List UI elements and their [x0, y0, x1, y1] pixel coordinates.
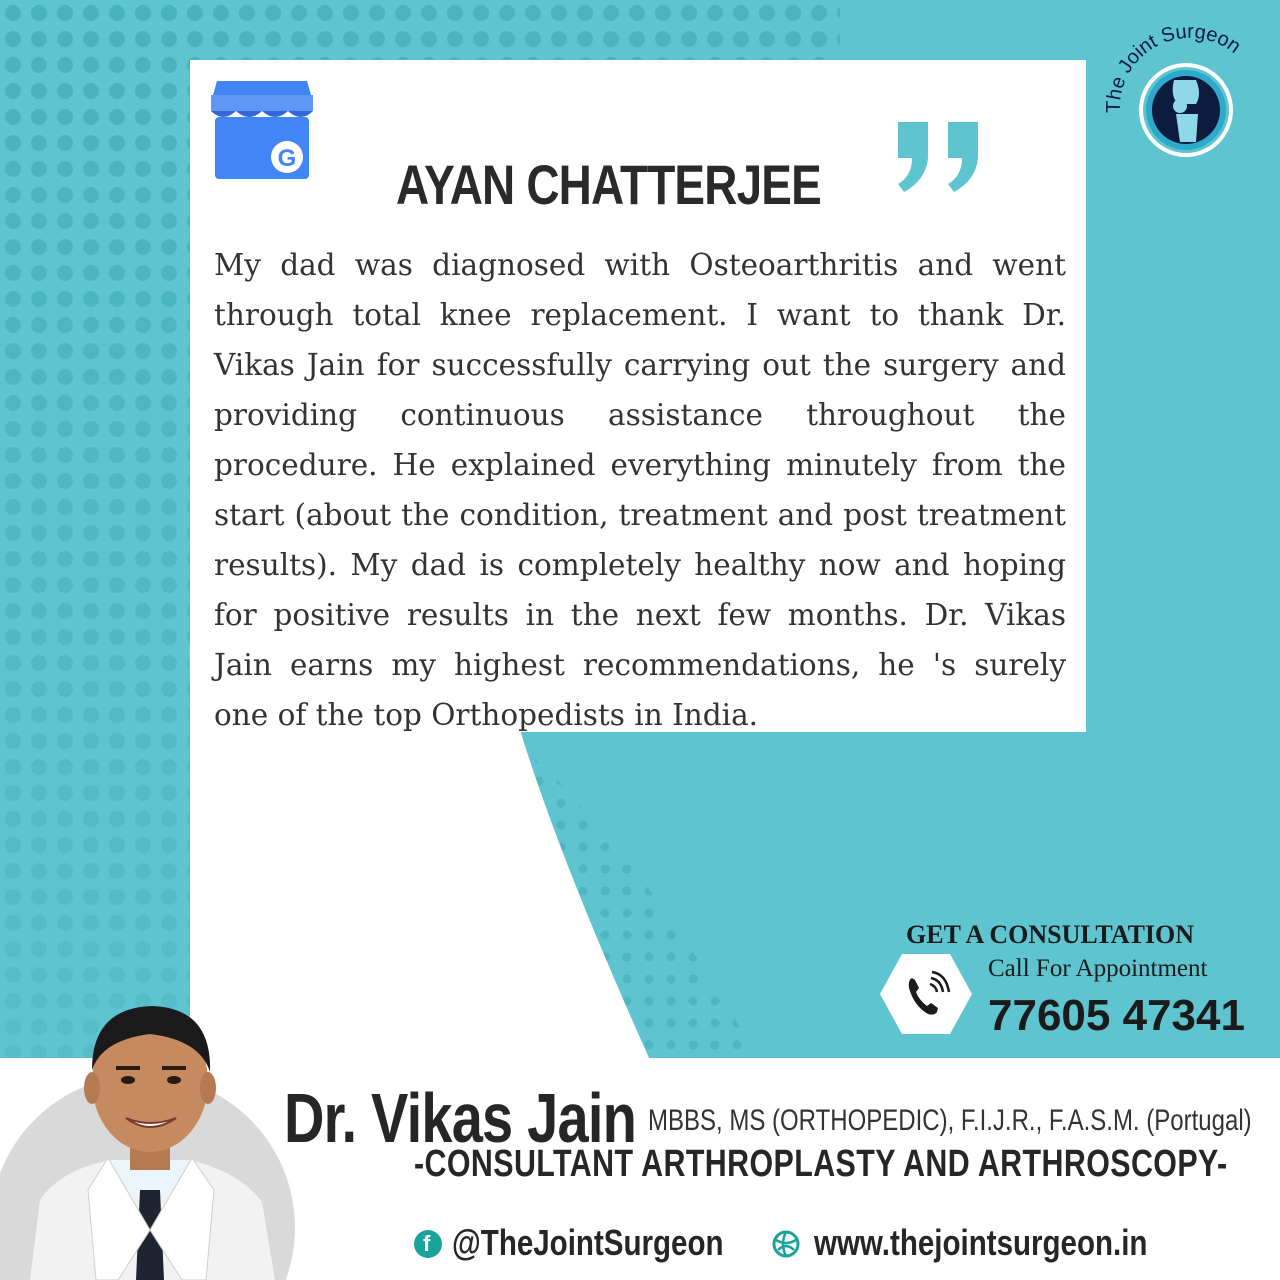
- phone-icon[interactable]: [878, 952, 974, 1036]
- doctor-role: -CONSULTANT ARTHROPLASTY AND ARTHROSCOPY-: [414, 1143, 1228, 1185]
- social-links: [414, 1222, 1274, 1262]
- google-my-business-icon: [203, 77, 321, 181]
- facebook-handle[interactable]: @TheJointSurgeon: [452, 1222, 724, 1263]
- doctor-qualifications: MBBS, MS (ORTHOPEDIC), F.I.J.R., F.A.S.M. (Portugal): [648, 1104, 1252, 1137]
- reviewer-name: AYAN CHATTERJEE: [396, 153, 821, 216]
- doctor-portrait: [0, 990, 300, 1280]
- consultation-subtitle: Call For Appointment: [988, 955, 1208, 982]
- logo-text: The Joint Surgeon: [1102, 20, 1245, 114]
- google-g-letter: G: [277, 145, 297, 172]
- facebook-icon[interactable]: f: [414, 1230, 442, 1258]
- quote-mark-icon: [890, 118, 1000, 198]
- website-link[interactable]: www.thejointsurgeon.in: [814, 1222, 1148, 1263]
- consultation-title: GET A CONSULTATION: [906, 920, 1195, 949]
- doctor-name: Dr. Vikas Jain: [284, 1079, 637, 1157]
- globe-icon[interactable]: [772, 1230, 800, 1258]
- review-text: My dad was diagnosed with Osteoarthritis and went through total knee replacement. I want to thank Dr. Vikas Jain for successfully carrying out the surgery and providing continuous assistance throughout the procedure. He explained everything minutely from the start (about the condition, treatment and post treatment results). My dad is completely healthy now and hoping for positive results in the next few months. Dr. Vikas Jain earns my highest recommendations, he 's surely one of the top Orthopedists in India.: [214, 248, 1066, 732]
- consultation-block: [870, 915, 1270, 1055]
- the-joint-surgeon-logo: [1100, 18, 1270, 168]
- phone-number[interactable]: 77605 47341: [988, 991, 1245, 1040]
